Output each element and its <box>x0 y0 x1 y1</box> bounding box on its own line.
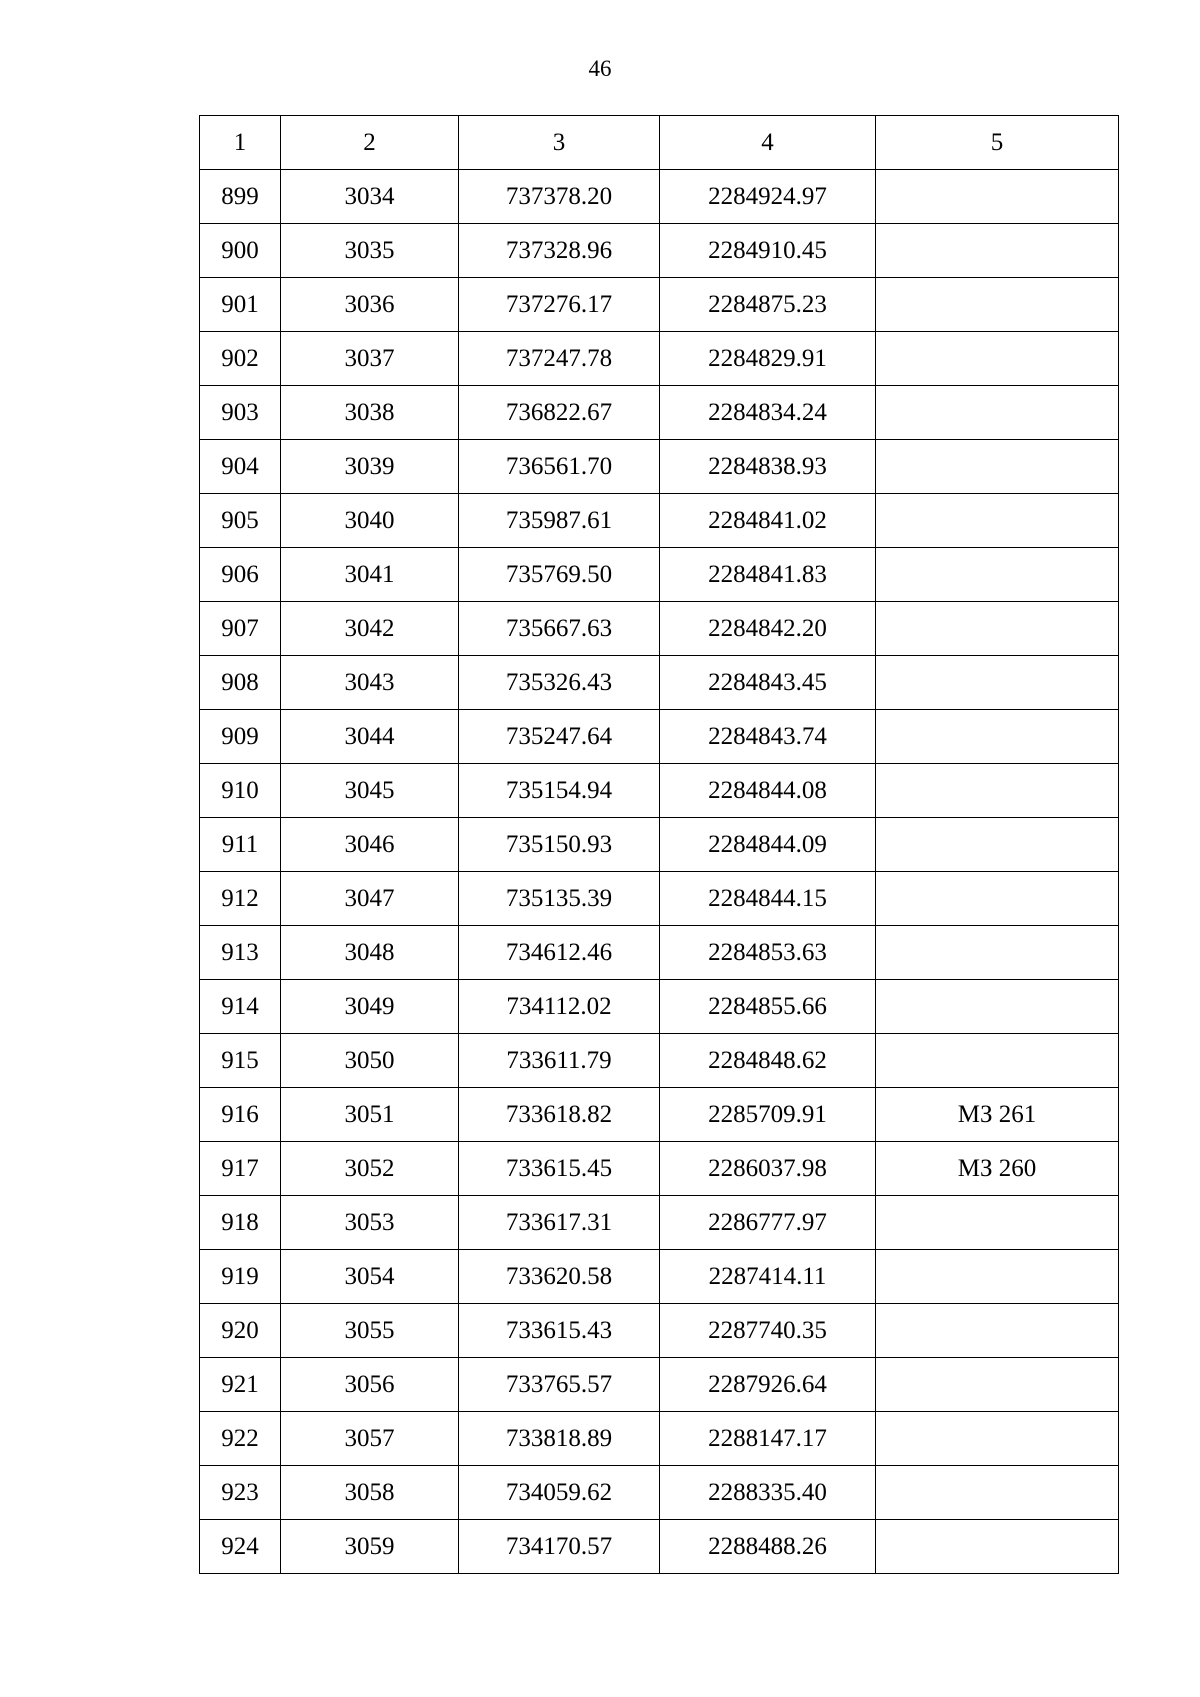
table-row <box>200 872 1119 926</box>
point-number-cell: 3036 <box>281 278 459 332</box>
y-coordinate-cell: 2287414.11 <box>660 1250 876 1304</box>
table-row <box>200 1412 1119 1466</box>
table-row <box>200 656 1119 710</box>
note-cell <box>876 872 1119 926</box>
row-number-cell: 919 <box>200 1250 281 1304</box>
x-coordinate-cell: 735769.50 <box>459 548 660 602</box>
row-number-cell: 907 <box>200 602 281 656</box>
y-coordinate-cell: 2284853.63 <box>660 926 876 980</box>
table-row <box>200 170 1119 224</box>
x-coordinate-cell: 735150.93 <box>459 818 660 872</box>
table-row <box>200 926 1119 980</box>
table-row <box>200 710 1119 764</box>
table-row <box>200 548 1119 602</box>
point-number-cell: 3035 <box>281 224 459 278</box>
table-row <box>200 1304 1119 1358</box>
point-number-cell: 3059 <box>281 1520 459 1574</box>
note-cell <box>876 764 1119 818</box>
note-cell <box>876 1358 1119 1412</box>
table-row <box>200 1466 1119 1520</box>
table-row <box>200 602 1119 656</box>
note-cell <box>876 710 1119 764</box>
note-cell <box>876 386 1119 440</box>
point-number-cell: 3055 <box>281 1304 459 1358</box>
point-number-cell: 3052 <box>281 1142 459 1196</box>
table-row <box>200 278 1119 332</box>
table-row <box>200 980 1119 1034</box>
point-number-cell: 3041 <box>281 548 459 602</box>
row-number-cell: 899 <box>200 170 281 224</box>
note-cell <box>876 170 1119 224</box>
row-number-cell: 911 <box>200 818 281 872</box>
table-row <box>200 1034 1119 1088</box>
x-coordinate-cell: 734170.57 <box>459 1520 660 1574</box>
x-coordinate-cell: 733620.58 <box>459 1250 660 1304</box>
row-number-cell: 920 <box>200 1304 281 1358</box>
note-cell <box>876 656 1119 710</box>
x-coordinate-cell: 735667.63 <box>459 602 660 656</box>
row-number-cell: 914 <box>200 980 281 1034</box>
note-cell <box>876 332 1119 386</box>
coordinates-table-body <box>200 116 1119 1574</box>
y-coordinate-cell: 2285709.91 <box>660 1088 876 1142</box>
row-number-cell: 910 <box>200 764 281 818</box>
y-coordinate-cell: 2288488.26 <box>660 1520 876 1574</box>
note-cell <box>876 1250 1119 1304</box>
row-number-cell: 918 <box>200 1196 281 1250</box>
x-coordinate-cell: 735247.64 <box>459 710 660 764</box>
page-number: 46 <box>588 56 612 81</box>
note-cell <box>876 224 1119 278</box>
x-coordinate-cell: 733618.82 <box>459 1088 660 1142</box>
y-coordinate-cell: 2284841.02 <box>660 494 876 548</box>
x-coordinate-cell: 733611.79 <box>459 1034 660 1088</box>
row-number-cell: 923 <box>200 1466 281 1520</box>
x-coordinate-cell: 737328.96 <box>459 224 660 278</box>
note-cell: МЗ 261 <box>876 1088 1119 1142</box>
y-coordinate-cell: 2284834.24 <box>660 386 876 440</box>
point-number-cell: 3038 <box>281 386 459 440</box>
y-coordinate-cell: 2284910.45 <box>660 224 876 278</box>
x-coordinate-cell: 736822.67 <box>459 386 660 440</box>
row-number-cell: 905 <box>200 494 281 548</box>
point-number-cell: 3058 <box>281 1466 459 1520</box>
y-coordinate-cell: 2287926.64 <box>660 1358 876 1412</box>
row-number-cell: 908 <box>200 656 281 710</box>
x-coordinate-cell: 736561.70 <box>459 440 660 494</box>
row-number-cell: 917 <box>200 1142 281 1196</box>
note-cell <box>876 1466 1119 1520</box>
x-coordinate-cell: 733617.31 <box>459 1196 660 1250</box>
y-coordinate-cell: 2284829.91 <box>660 332 876 386</box>
table-row <box>200 224 1119 278</box>
table-row <box>200 1196 1119 1250</box>
y-coordinate-cell: 2284844.15 <box>660 872 876 926</box>
y-coordinate-cell: 2284875.23 <box>660 278 876 332</box>
row-number-cell: 916 <box>200 1088 281 1142</box>
row-number-cell: 900 <box>200 224 281 278</box>
row-number-cell: 924 <box>200 1520 281 1574</box>
row-number-cell: 903 <box>200 386 281 440</box>
point-number-cell: 3048 <box>281 926 459 980</box>
table-row <box>200 494 1119 548</box>
note-cell <box>876 1304 1119 1358</box>
point-number-cell: 3046 <box>281 818 459 872</box>
note-cell <box>876 494 1119 548</box>
point-number-cell: 3043 <box>281 656 459 710</box>
note-cell <box>876 1196 1119 1250</box>
column-header: 3 <box>459 116 660 170</box>
coordinates-table <box>199 115 1119 1574</box>
x-coordinate-cell: 733615.45 <box>459 1142 660 1196</box>
row-number-cell: 912 <box>200 872 281 926</box>
point-number-cell: 3037 <box>281 332 459 386</box>
point-number-cell: 3045 <box>281 764 459 818</box>
column-header: 5 <box>876 116 1119 170</box>
y-coordinate-cell: 2284842.20 <box>660 602 876 656</box>
x-coordinate-cell: 735326.43 <box>459 656 660 710</box>
y-coordinate-cell: 2284843.74 <box>660 710 876 764</box>
row-number-cell: 922 <box>200 1412 281 1466</box>
y-coordinate-cell: 2284855.66 <box>660 980 876 1034</box>
note-cell <box>876 278 1119 332</box>
x-coordinate-cell: 737247.78 <box>459 332 660 386</box>
x-coordinate-cell: 737378.20 <box>459 170 660 224</box>
y-coordinate-cell: 2284844.09 <box>660 818 876 872</box>
note-cell <box>876 602 1119 656</box>
y-coordinate-cell: 2284838.93 <box>660 440 876 494</box>
row-number-cell: 909 <box>200 710 281 764</box>
y-coordinate-cell: 2284844.08 <box>660 764 876 818</box>
table-row <box>200 1088 1119 1142</box>
table-row <box>200 386 1119 440</box>
x-coordinate-cell: 735987.61 <box>459 494 660 548</box>
column-header: 4 <box>660 116 876 170</box>
x-coordinate-cell: 733765.57 <box>459 1358 660 1412</box>
row-number-cell: 921 <box>200 1358 281 1412</box>
table-row <box>200 440 1119 494</box>
point-number-cell: 3051 <box>281 1088 459 1142</box>
point-number-cell: 3040 <box>281 494 459 548</box>
column-header: 2 <box>281 116 459 170</box>
point-number-cell: 3049 <box>281 980 459 1034</box>
note-cell <box>876 926 1119 980</box>
point-number-cell: 3034 <box>281 170 459 224</box>
x-coordinate-cell: 734112.02 <box>459 980 660 1034</box>
x-coordinate-cell: 735154.94 <box>459 764 660 818</box>
table-row <box>200 818 1119 872</box>
x-coordinate-cell: 737276.17 <box>459 278 660 332</box>
table-row <box>200 1142 1119 1196</box>
table-row <box>200 1358 1119 1412</box>
row-number-cell: 915 <box>200 1034 281 1088</box>
y-coordinate-cell: 2287740.35 <box>660 1304 876 1358</box>
table-row <box>200 332 1119 386</box>
point-number-cell: 3056 <box>281 1358 459 1412</box>
table-row <box>200 764 1119 818</box>
y-coordinate-cell: 2286777.97 <box>660 1196 876 1250</box>
y-coordinate-cell: 2284841.83 <box>660 548 876 602</box>
point-number-cell: 3057 <box>281 1412 459 1466</box>
y-coordinate-cell: 2284924.97 <box>660 170 876 224</box>
point-number-cell: 3044 <box>281 710 459 764</box>
point-number-cell: 3054 <box>281 1250 459 1304</box>
y-coordinate-cell: 2284843.45 <box>660 656 876 710</box>
point-number-cell: 3050 <box>281 1034 459 1088</box>
y-coordinate-cell: 2288335.40 <box>660 1466 876 1520</box>
row-number-cell: 906 <box>200 548 281 602</box>
table-header-row <box>200 116 1119 170</box>
point-number-cell: 3042 <box>281 602 459 656</box>
y-coordinate-cell: 2286037.98 <box>660 1142 876 1196</box>
note-cell <box>876 1034 1119 1088</box>
row-number-cell: 913 <box>200 926 281 980</box>
point-number-cell: 3053 <box>281 1196 459 1250</box>
x-coordinate-cell: 734612.46 <box>459 926 660 980</box>
note-cell <box>876 980 1119 1034</box>
row-number-cell: 901 <box>200 278 281 332</box>
x-coordinate-cell: 733818.89 <box>459 1412 660 1466</box>
row-number-cell: 904 <box>200 440 281 494</box>
x-coordinate-cell: 734059.62 <box>459 1466 660 1520</box>
column-header: 1 <box>200 116 281 170</box>
x-coordinate-cell: 735135.39 <box>459 872 660 926</box>
y-coordinate-cell: 2284848.62 <box>660 1034 876 1088</box>
point-number-cell: 3047 <box>281 872 459 926</box>
table-row <box>200 1250 1119 1304</box>
y-coordinate-cell: 2288147.17 <box>660 1412 876 1466</box>
note-cell <box>876 1520 1119 1574</box>
note-cell <box>876 818 1119 872</box>
x-coordinate-cell: 733615.43 <box>459 1304 660 1358</box>
note-cell <box>876 1412 1119 1466</box>
table-row <box>200 1520 1119 1574</box>
row-number-cell: 902 <box>200 332 281 386</box>
note-cell <box>876 548 1119 602</box>
note-cell: МЗ 260 <box>876 1142 1119 1196</box>
point-number-cell: 3039 <box>281 440 459 494</box>
note-cell <box>876 440 1119 494</box>
